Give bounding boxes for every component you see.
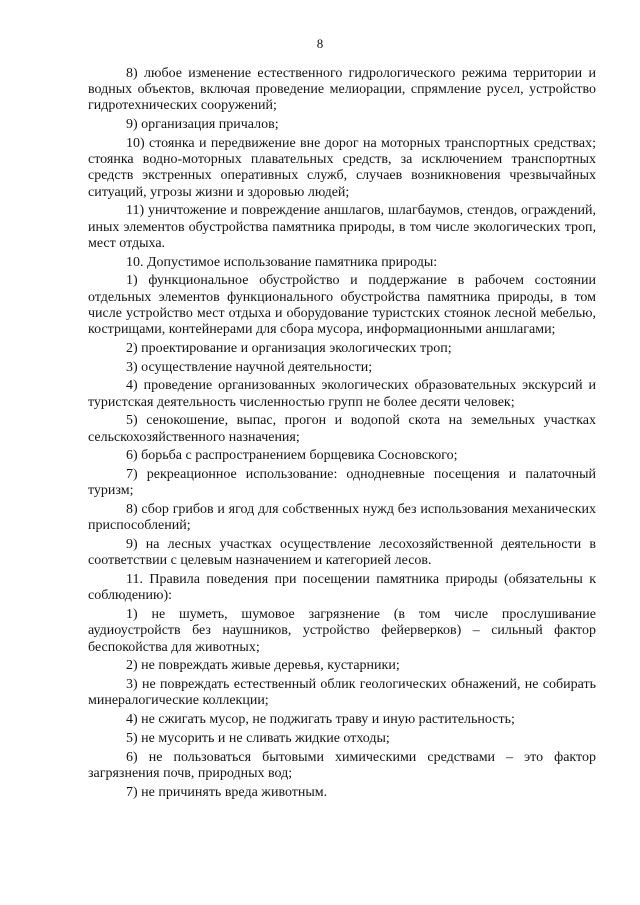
paragraph: 8) сбор грибов и ягод для собственных нужд без использования механических приспособлений;	[88, 502, 596, 534]
document-body	[88, 66, 596, 804]
paragraph: 4) проведение организованных экологических образовательных экскурсий и туристская деятельность численностью групп не более десяти человек;	[88, 378, 596, 410]
paragraph: 9) на лесных участках осуществление лесохозяйственной деятельности в соответствии с целевым назначением и категорией лесов.	[88, 537, 596, 569]
paragraph: 11) уничтожение и повреждение аншлагов, шлагбаумов, стендов, ограждений, иных элементов обустройства памятника природы, в том числе экологических троп, мест отдыха.	[88, 203, 596, 251]
paragraph: 6) борьба с распространением борщевика Сосновского;	[126, 448, 458, 464]
paragraph: 3) не повреждать естественный облик геологических обнажений, не собирать минералогические коллекции;	[88, 677, 596, 709]
section-heading: 11. Правила поведения при посещении памятника природы (обязательны к соблюдению):	[88, 572, 596, 604]
paragraph: 1) функциональное обустройство и поддержание в рабочем состоянии отдельных элементов функционального обустройства памятника природы, в том числе устройство мест отдыха и оборудование туристских стоянок лесной мебелью, кострищами, контейнерами для сбора мусора, информационными аншлагами;	[88, 273, 596, 338]
paragraph: 4) не сжигать мусор, не поджигать траву и иную растительность;	[126, 712, 515, 728]
paragraph: 7) рекреационное использование: однодневные посещения и палаточный туризм;	[88, 467, 596, 499]
paragraph: 7) не причинять вреда животным.	[126, 784, 328, 800]
paragraph: 2) проектирование и организация экологических троп;	[126, 340, 452, 356]
paragraph: 3) осуществление научной деятельности;	[126, 359, 373, 375]
paragraph: 1) не шуметь, шумовое загрязнение (в том числе прослушивание аудиоустройств без наушников, устройство фейерверков) – сильный фактор беспокойства для животных;	[88, 607, 596, 655]
paragraph: 5) сенокошение, выпас, прогон и водопой скота на земельных участках сельскохозяйственного назначения;	[88, 413, 596, 445]
paragraph: 9) организация причалов;	[126, 117, 279, 133]
section-heading: 10. Допустимое использование памятника природы:	[126, 254, 438, 270]
paragraph: 2) не повреждать живые деревья, кустарники;	[126, 658, 400, 674]
paragraph: 8) любое изменение естественного гидрологического режима территории и водных объектов, включая проведение мелиорации, спрямление русел, устройство гидротехнических сооружений;	[88, 66, 596, 114]
page-number: 8	[316, 36, 324, 51]
paragraph: 10) стоянка и передвижение вне дорог на моторных транспортных средствах; стоянка водно-моторных плавательных средств, за исключением транспортных средств экстренных оперативных служб, случаев возникновения чрезвычайных ситуаций, угрозы жизни и здоровью людей;	[88, 136, 596, 200]
paragraph: 5) не мусорить и не сливать жидкие отходы;	[126, 731, 390, 746]
paragraph: 6) не пользоваться бытовыми химическими средствами – это фактор загрязнения почв, природных вод;	[88, 749, 596, 781]
